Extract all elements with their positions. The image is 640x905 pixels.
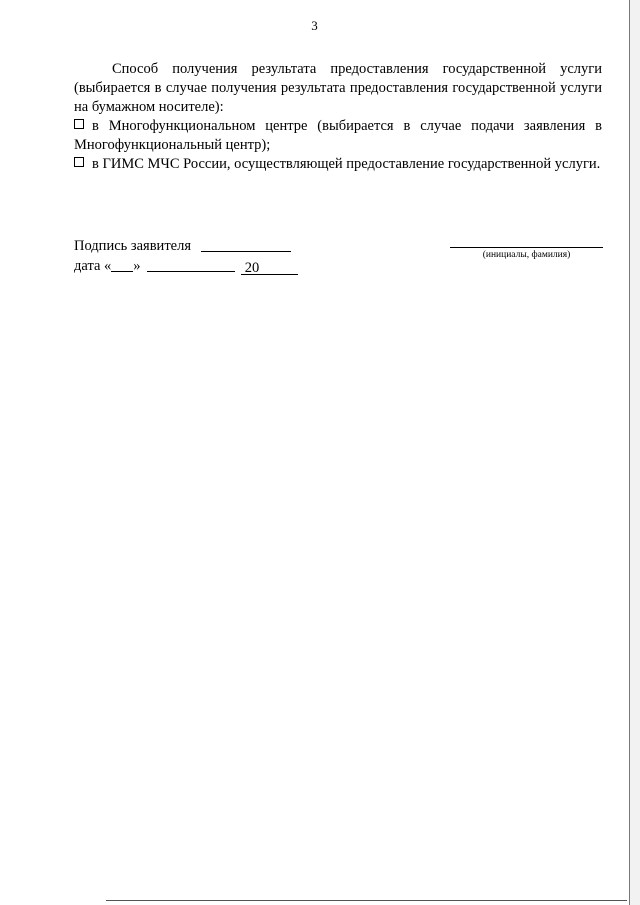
signature-block: [74, 236, 298, 276]
option-gims: [74, 155, 602, 174]
date-month-field[interactable]: [147, 256, 235, 272]
signature-label: Подпись заявителя: [74, 238, 191, 254]
date-day-field[interactable]: [111, 256, 133, 272]
mfc-checkbox[interactable]: [74, 119, 84, 129]
option-mfc-label: в Многофункциональном центре (выбирается в случае подачи заявления в Многофункциональный центр);: [74, 118, 602, 153]
page-bottom-rule: [106, 900, 627, 901]
receipt-method-section: [74, 60, 602, 174]
date-prefix: дата «: [74, 258, 112, 274]
gims-checkbox[interactable]: [74, 157, 84, 167]
initials-field[interactable]: [450, 235, 603, 248]
date-row: [74, 256, 298, 276]
signature-field[interactable]: [201, 236, 291, 252]
option-gims-label: в ГИМС МЧС России, осуществляющей предоставление государственной услуги.: [92, 156, 601, 172]
date-year-field[interactable]: [241, 259, 298, 275]
initials-block: [450, 235, 603, 260]
option-mfc: [74, 117, 602, 155]
initials-caption: (инициалы, фамилия): [482, 250, 571, 260]
date-quote-close: »: [133, 258, 141, 274]
signature-row: [74, 236, 298, 256]
page-number: 3: [311, 18, 318, 33]
year-prefix: 20: [244, 260, 260, 276]
receipt-method-intro: Способ получения результата предоставления государственной услуги (выбирается в случае получения результата предоставления государственной услуги на бумажном носителе):: [74, 61, 602, 115]
